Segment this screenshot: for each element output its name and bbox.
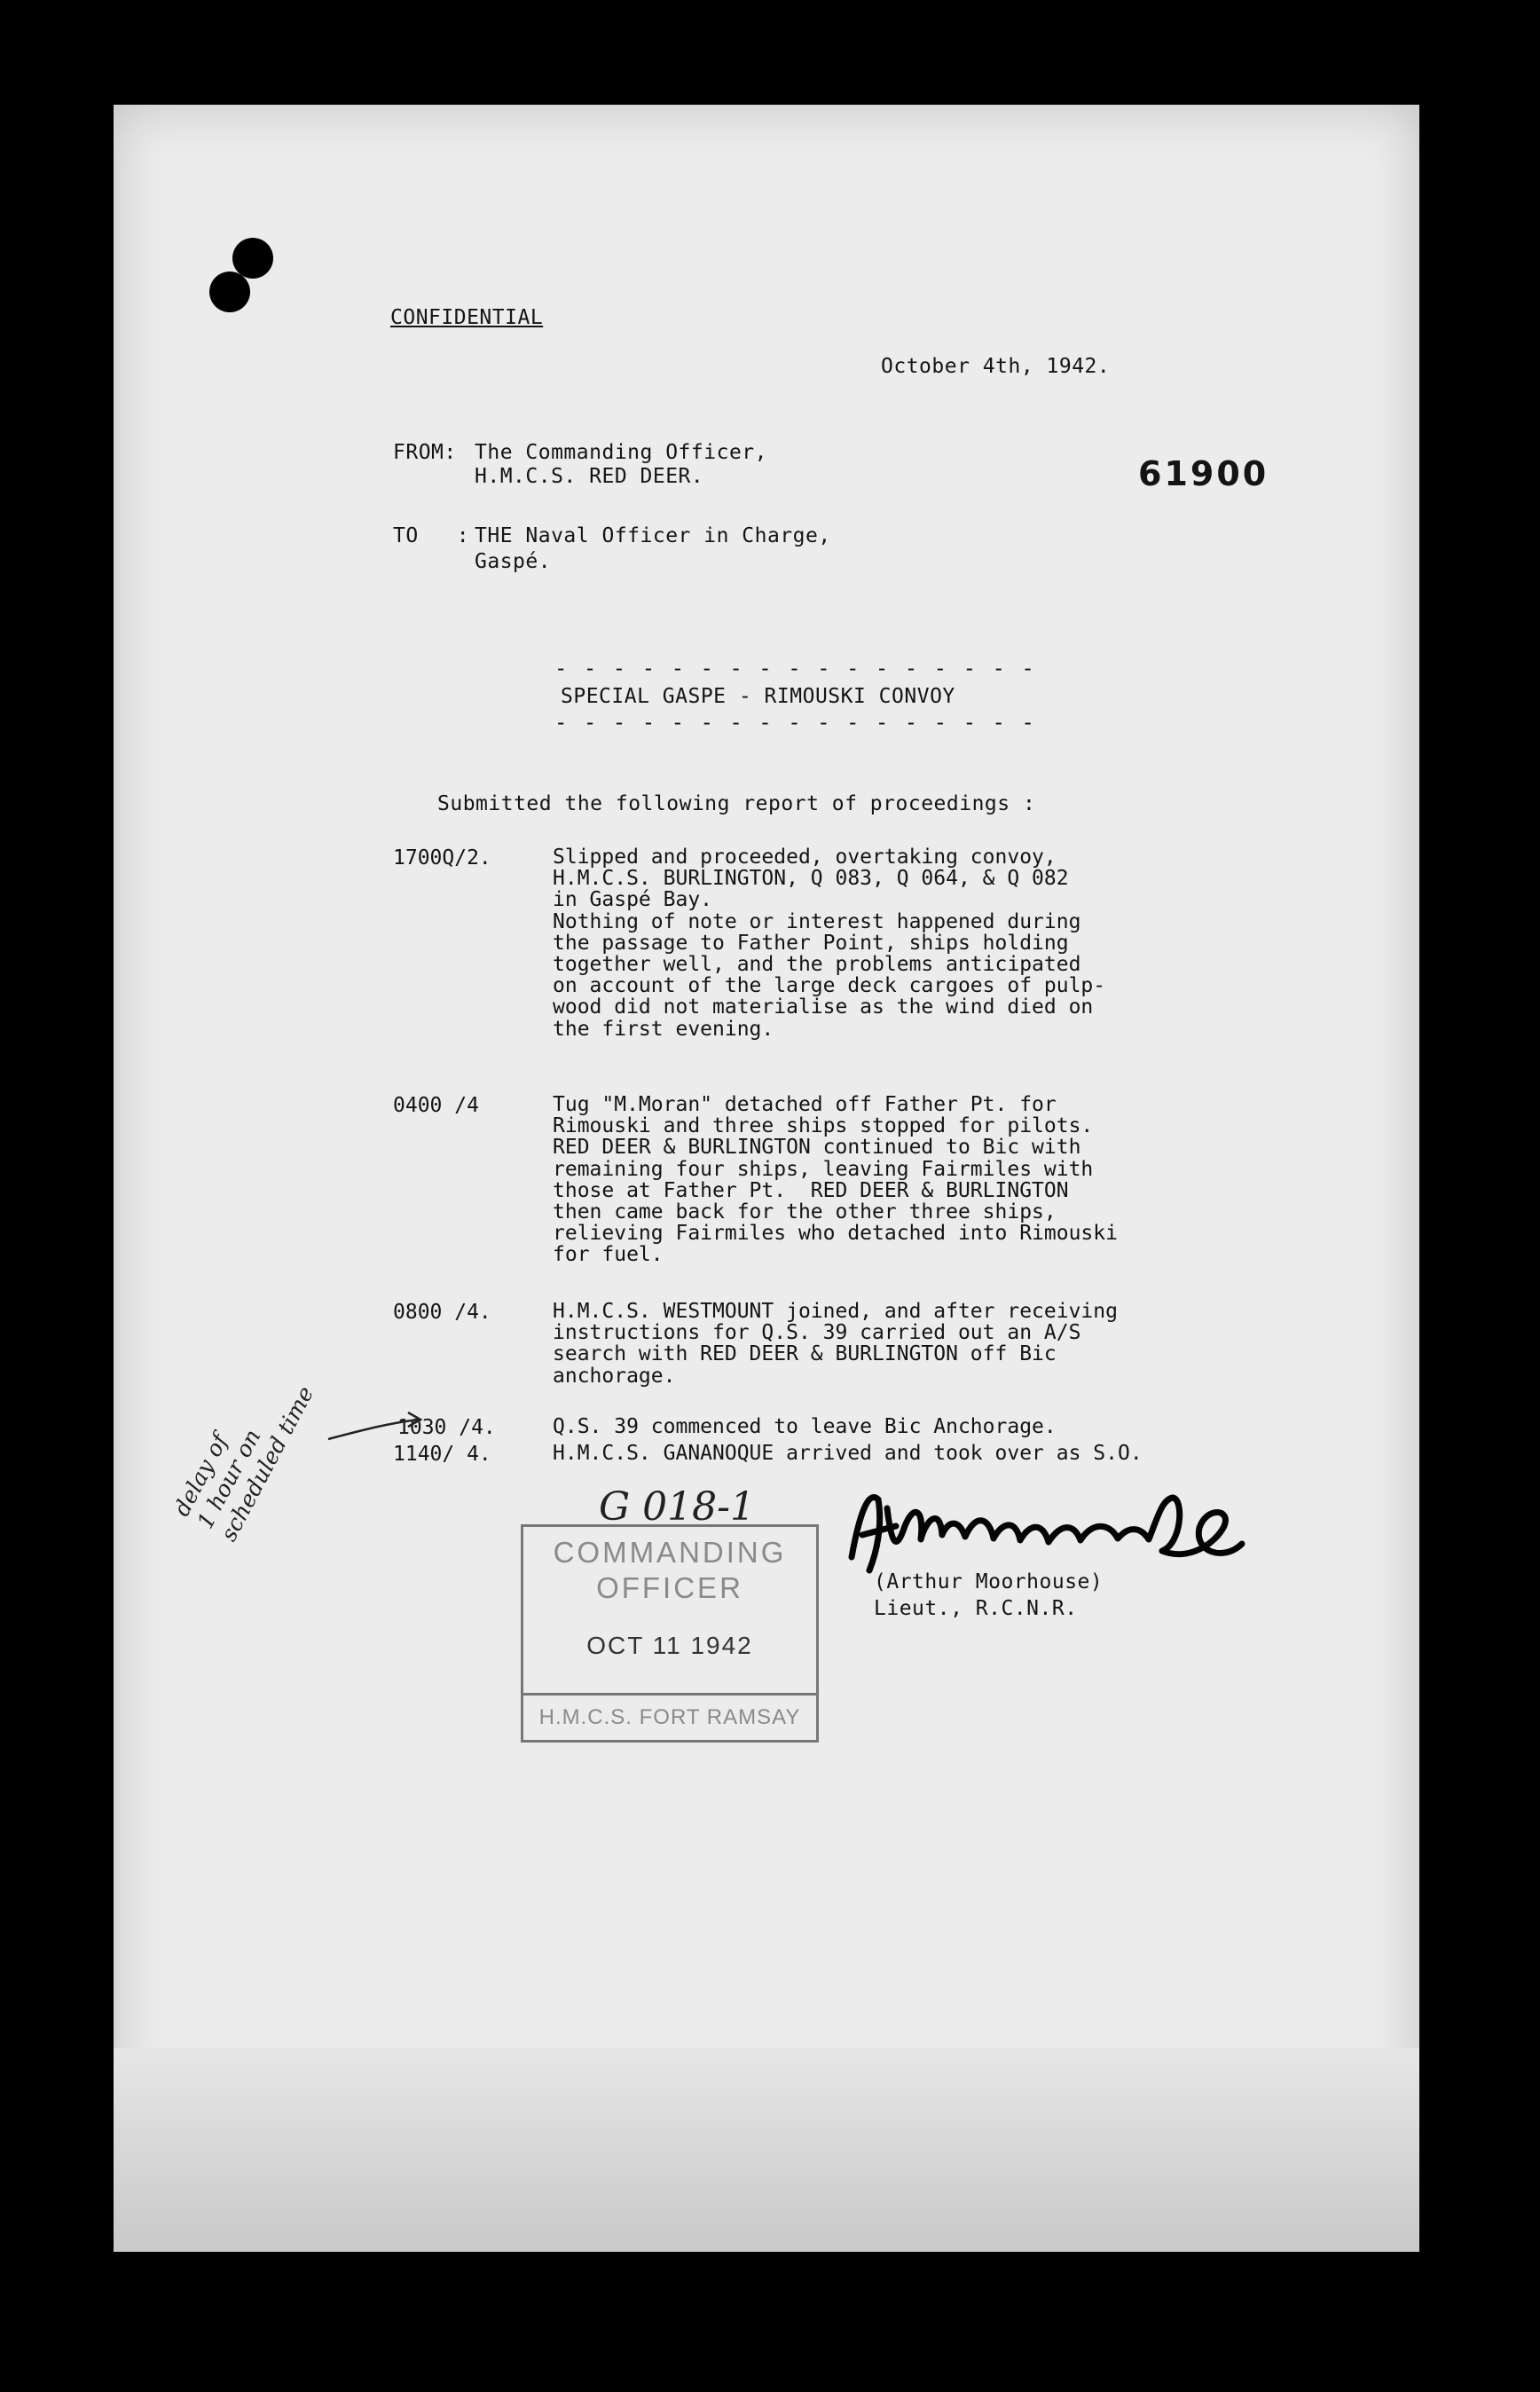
entry-text: Slipped and proceeded, overtaking convoy, H.M.C.S. BURLINGTON, Q 083, Q 064, & Q 082 in Gaspé Bay. Nothing of note or interest happened during the passage to Father Point, ships holding together well, and the problems anticipated on account of the large deck cargoes of pulp- wood did not materialise as the wind died on the first evening. — [553, 846, 1106, 1041]
subject-rule-bottom: - - - - - - - - - - - - - - - - - — [554, 710, 1036, 735]
to-line-1: THE Naval Officer in Charge, — [475, 524, 831, 547]
from-line-1: The Commanding Officer, — [475, 441, 767, 464]
reference-number: 61900 — [1138, 454, 1269, 493]
entry-text: Q.S. 39 commenced to leave Bic Anchorage. — [553, 1415, 1057, 1438]
from-line-2: H.M.C.S. RED DEER. — [475, 465, 704, 488]
subject-title: SPECIAL GASPE - RIMOUSKI CONVOY — [561, 685, 955, 708]
entry-time: 1700Q/2. — [393, 846, 491, 869]
margin-note: delay of 1 hour on scheduled time — [169, 1381, 319, 1546]
entry-time: 0400 /4 — [393, 1094, 479, 1117]
entry-text: Tug "M.Moran" detached off Father Pt. for Rimouski and three ships stopped for pilots. RED DEER & BURLINGTON continued to Bic with remaining four ships, leaving Fairmiles with those at Father Pt. RED DEER & BURLINGTON then came back for the other three ships, relieving Fairmiles who detached into Rimouski for fuel. — [553, 1093, 1118, 1267]
signatory-rank: Lieut., R.C.N.R. — [874, 1597, 1078, 1620]
punch-hole-top — [232, 238, 273, 279]
document-date: October 4th, 1942. — [881, 355, 1111, 378]
page-shadow — [114, 2048, 1419, 2252]
entry-time: 1140/ 4. — [393, 1443, 491, 1466]
entry-time: 1030 /4. — [397, 1416, 496, 1439]
subject-rule-top: - - - - - - - - - - - - - - - - - — [554, 656, 1036, 681]
file-number: G 018-1 — [599, 1484, 755, 1530]
classification-heading: CONFIDENTIAL — [390, 306, 544, 329]
stamp-unit: H.M.C.S. FORT RAMSAY — [523, 1693, 816, 1740]
to-line-2: Gaspé. — [475, 550, 552, 573]
signatory-name: (Arthur Moorhouse) — [874, 1570, 1104, 1593]
punch-hole-bottom — [209, 271, 250, 312]
margin-arrow — [326, 1409, 424, 1444]
report-intro: Submitted the following report of proceedings : — [437, 792, 1036, 815]
entry-time: 0800 /4. — [393, 1301, 491, 1324]
entry-text: H.M.C.S. WESTMOUNT joined, and after receiving instructions for Q.S. 39 carried out an A/S search with RED DEER & BURLINGTON off Bic anchorage. — [553, 1300, 1118, 1388]
from-label: FROM: — [393, 441, 457, 464]
stamp-date: OCT 11 1942 — [586, 1632, 753, 1659]
to-label: TO : — [393, 524, 470, 547]
received-stamp — [521, 1524, 819, 1743]
stamp-line-2: OFFICER — [596, 1571, 743, 1604]
stamp-line-1: COMMANDING — [553, 1536, 787, 1569]
entry-text: H.M.C.S. GANANOQUE arrived and took over as S.O. — [553, 1442, 1143, 1465]
